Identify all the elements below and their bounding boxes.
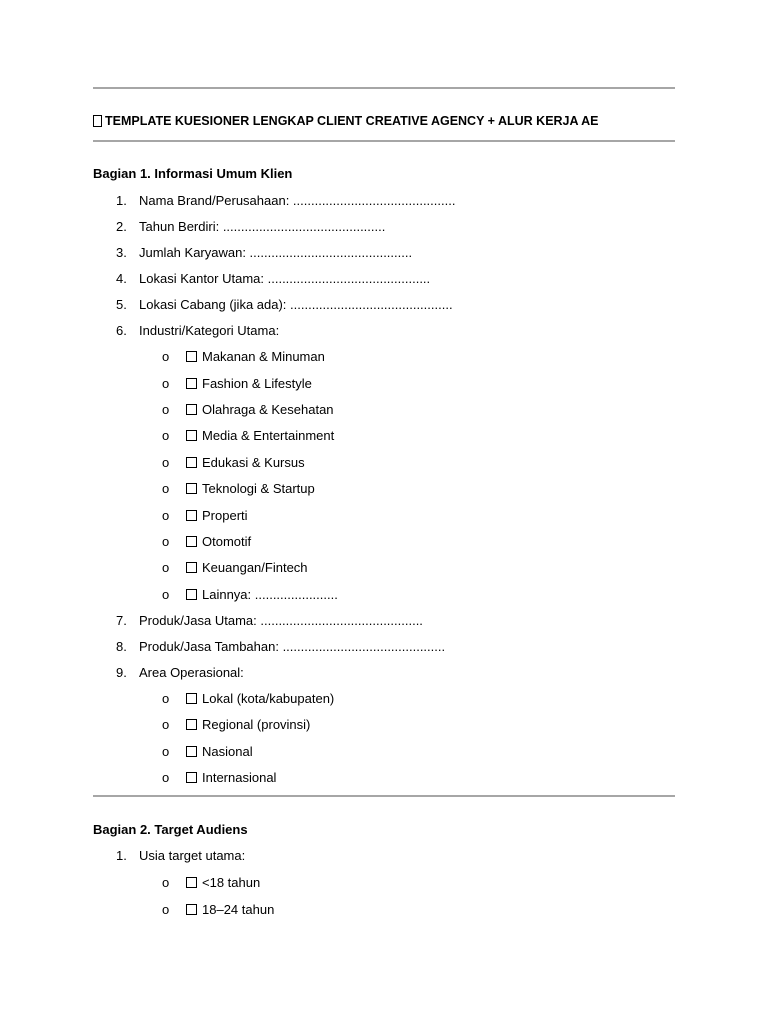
bullet: o — [162, 376, 170, 391]
list-item — [116, 848, 245, 863]
list-item — [116, 323, 279, 338]
bullet: o — [162, 902, 170, 917]
item-text: Nama Brand/Perusahaan: ............................................. — [139, 193, 456, 208]
item-number: 6. — [116, 323, 127, 338]
missing-glyph-icon — [93, 115, 102, 127]
item-number: 1. — [116, 193, 127, 208]
option-label: Properti — [202, 508, 248, 523]
item-number: 1. — [116, 848, 127, 863]
checkbox-icon[interactable] — [186, 719, 197, 730]
bullet: o — [162, 560, 170, 575]
divider-section — [93, 795, 675, 797]
option-label: Keuangan/Fintech — [202, 560, 308, 575]
option-item — [162, 587, 338, 602]
option-item — [162, 508, 248, 523]
option-item — [162, 875, 260, 890]
option-item — [162, 770, 276, 785]
checkbox-icon[interactable] — [186, 772, 197, 783]
option-item — [162, 717, 310, 732]
checkbox-icon[interactable] — [186, 589, 197, 600]
list-item — [116, 193, 455, 208]
option-item — [162, 428, 334, 443]
checkbox-icon[interactable] — [186, 457, 197, 468]
option-label: Lokal (kota/kabupaten) — [202, 691, 335, 706]
item-text: Lokasi Kantor Utama: ............................................. — [139, 271, 431, 286]
option-label: Nasional — [202, 744, 253, 759]
option-label: Lainnya: ....................... — [202, 587, 338, 602]
item-number: 2. — [116, 219, 127, 234]
list-item — [116, 245, 412, 260]
option-item — [162, 376, 312, 391]
checkbox-icon[interactable] — [186, 404, 197, 415]
item-number: 3. — [116, 245, 127, 260]
checkbox-icon[interactable] — [186, 562, 197, 573]
section1-heading: Bagian 1. Informasi Umum Klien — [93, 166, 293, 181]
item-number: 7. — [116, 613, 127, 628]
option-item — [162, 902, 274, 917]
bullet: o — [162, 534, 170, 549]
option-label: Olahraga & Kesehatan — [202, 402, 334, 417]
option-label: <18 tahun — [202, 875, 261, 890]
list-item — [116, 639, 445, 654]
document-title — [93, 114, 683, 128]
item-number: 8. — [116, 639, 127, 654]
checkbox-icon[interactable] — [186, 351, 197, 362]
option-label: Teknologi & Startup — [202, 481, 315, 496]
option-label: Internasional — [202, 770, 277, 785]
bullet: o — [162, 349, 170, 364]
checkbox-icon[interactable] — [186, 693, 197, 704]
item-text: Tahun Berdiri: ............................................. — [139, 219, 386, 234]
bullet: o — [162, 508, 170, 523]
option-item — [162, 349, 325, 364]
bullet: o — [162, 402, 170, 417]
checkbox-icon[interactable] — [186, 483, 197, 494]
option-item — [162, 455, 305, 470]
document-title-text: TEMPLATE KUESIONER LENGKAP CLIENT CREATIVE AGENCY + ALUR KERJA AE — [105, 114, 599, 128]
item-text: Lokasi Cabang (jika ada): ............................................. — [139, 297, 453, 312]
option-item — [162, 481, 315, 496]
option-label: Fashion & Lifestyle — [202, 376, 312, 391]
bullet: o — [162, 717, 170, 732]
section2-heading: Bagian 2. Target Audiens — [93, 822, 248, 837]
checkbox-icon[interactable] — [186, 536, 197, 547]
checkbox-icon[interactable] — [186, 904, 197, 915]
option-label: Otomotif — [202, 534, 252, 549]
item-text: Produk/Jasa Utama: ............................................. — [139, 613, 423, 628]
bullet: o — [162, 587, 170, 602]
item-text: Industri/Kategori Utama: — [139, 323, 280, 338]
option-label: 18–24 tahun — [202, 902, 275, 917]
checkbox-icon[interactable] — [186, 877, 197, 888]
list-item — [116, 613, 423, 628]
item-text: Usia target utama: — [139, 848, 246, 863]
bullet: o — [162, 691, 170, 706]
option-item — [162, 402, 334, 417]
option-label: Regional (provinsi) — [202, 717, 311, 732]
option-label: Makanan & Minuman — [202, 349, 325, 364]
item-number: 9. — [116, 665, 127, 680]
bullet: o — [162, 428, 170, 443]
bullet: o — [162, 455, 170, 470]
item-text: Produk/Jasa Tambahan: ............................................. — [139, 639, 446, 654]
item-text: Jumlah Karyawan: ............................................. — [139, 245, 413, 260]
list-item — [116, 219, 385, 234]
checkbox-icon[interactable] — [186, 746, 197, 757]
checkbox-icon[interactable] — [186, 510, 197, 521]
bullet: o — [162, 481, 170, 496]
list-item — [116, 271, 430, 286]
checkbox-icon[interactable] — [186, 378, 197, 389]
bullet: o — [162, 770, 170, 785]
list-item — [116, 297, 453, 312]
option-item — [162, 560, 308, 575]
option-item — [162, 744, 253, 759]
bullet: o — [162, 744, 170, 759]
option-label: Edukasi & Kursus — [202, 455, 305, 470]
checkbox-icon[interactable] — [186, 430, 197, 441]
item-number: 4. — [116, 271, 127, 286]
divider-title — [93, 140, 675, 142]
bullet: o — [162, 875, 170, 890]
list-item — [116, 665, 244, 680]
divider-top — [93, 87, 675, 89]
item-number: 5. — [116, 297, 127, 312]
item-text: Area Operasional: — [139, 665, 244, 680]
option-label: Media & Entertainment — [202, 428, 335, 443]
option-item — [162, 691, 334, 706]
option-item — [162, 534, 251, 549]
